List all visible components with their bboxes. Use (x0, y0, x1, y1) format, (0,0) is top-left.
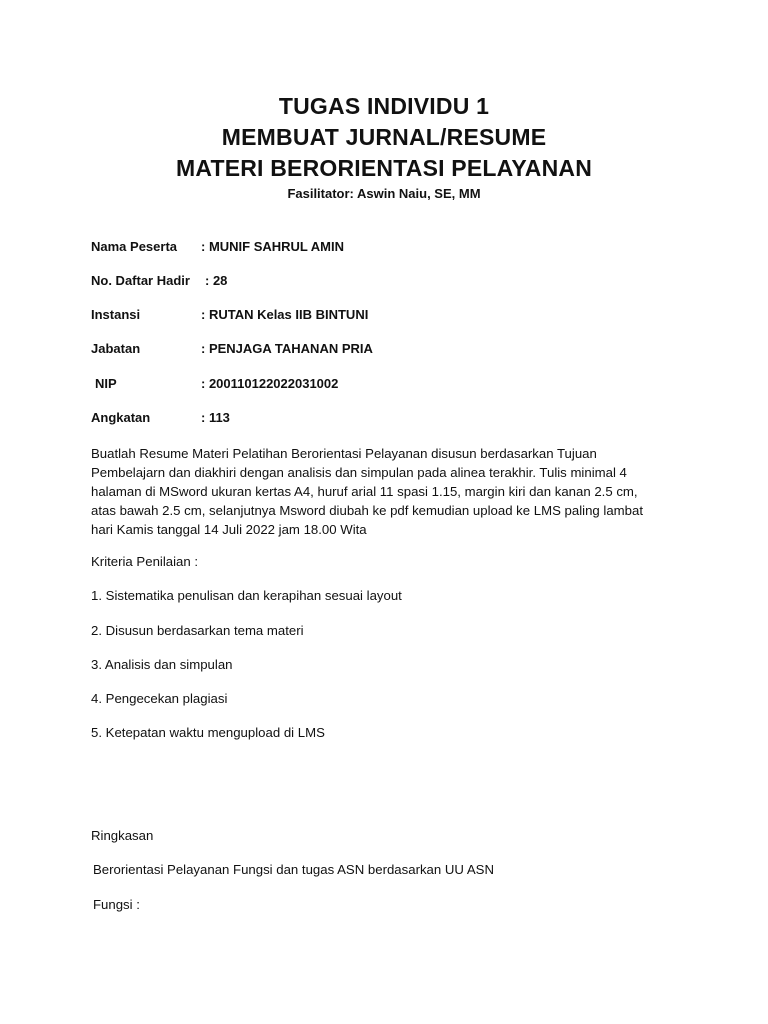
info-value: : 200110122022031002 (201, 376, 339, 391)
kriteria-item: 4. Pengecekan plagiasi (91, 691, 228, 706)
info-value: : 28 (205, 273, 228, 288)
info-value: : RUTAN Kelas IIB BINTUNI (201, 307, 369, 322)
document-title-line-3: MATERI BERORIENTASI PELAYANAN (175, 155, 592, 181)
info-label: Instansi (91, 307, 141, 322)
kriteria-item: 3. Analisis dan simpulan (91, 657, 233, 672)
document-title-line-1: TUGAS INDIVIDU 1 (278, 93, 490, 119)
document-title-line-2: MEMBUAT JURNAL/RESUME (221, 124, 547, 150)
paragraph-line: Pembelajarn dan diakhiri dengan analisis dan simpulan pada alinea terakhir. Tulis minimal 4 (91, 465, 627, 480)
fasilitator-line: Fasilitator: Aswin Naiu, SE, MM (287, 186, 481, 201)
info-label: Jabatan (91, 341, 141, 356)
paragraph-line: Buatlah Resume Materi Pelatihan Berorientasi Pelayanan disusun berdasarkan Tujuan (91, 446, 597, 461)
kriteria-item: 2. Disusun berdasarkan tema materi (91, 623, 304, 638)
fungsi-label: Fungsi : (93, 897, 140, 912)
info-label: Angkatan (91, 410, 151, 425)
ringkasan-heading: Ringkasan (91, 828, 154, 843)
info-label: NIP (95, 376, 117, 391)
info-label: No. Daftar Hadir (91, 273, 190, 288)
info-value: : MUNIF SAHRUL AMIN (201, 239, 344, 254)
paragraph-line: hari Kamis tanggal 14 Juli 2022 jam 18.00 Wita (91, 522, 367, 537)
info-label: Nama Peserta (91, 239, 177, 254)
paragraph-line: halaman di MSword ukuran kertas A4, huruf arial 11 spasi 1.15, margin kiri dan kanan 2.5 cm, (91, 484, 638, 499)
info-value: : 113 (201, 410, 230, 425)
kriteria-heading: Kriteria Penilaian : (91, 554, 199, 569)
kriteria-item: 5. Ketepatan waktu mengupload di LMS (91, 725, 325, 740)
kriteria-item: 1. Sistematika penulisan dan kerapihan sesuai layout (91, 588, 402, 603)
ringkasan-subheading: Berorientasi Pelayanan Fungsi dan tugas ASN berdasarkan UU ASN (93, 862, 494, 877)
paragraph-line: atas bawah 2.5 cm, selanjutnya Msword diubah ke pdf kemudian upload ke LMS paling lambat (91, 503, 644, 518)
info-value: : PENJAGA TAHANAN PRIA (201, 341, 373, 356)
instruction-paragraph (91, 444, 681, 539)
